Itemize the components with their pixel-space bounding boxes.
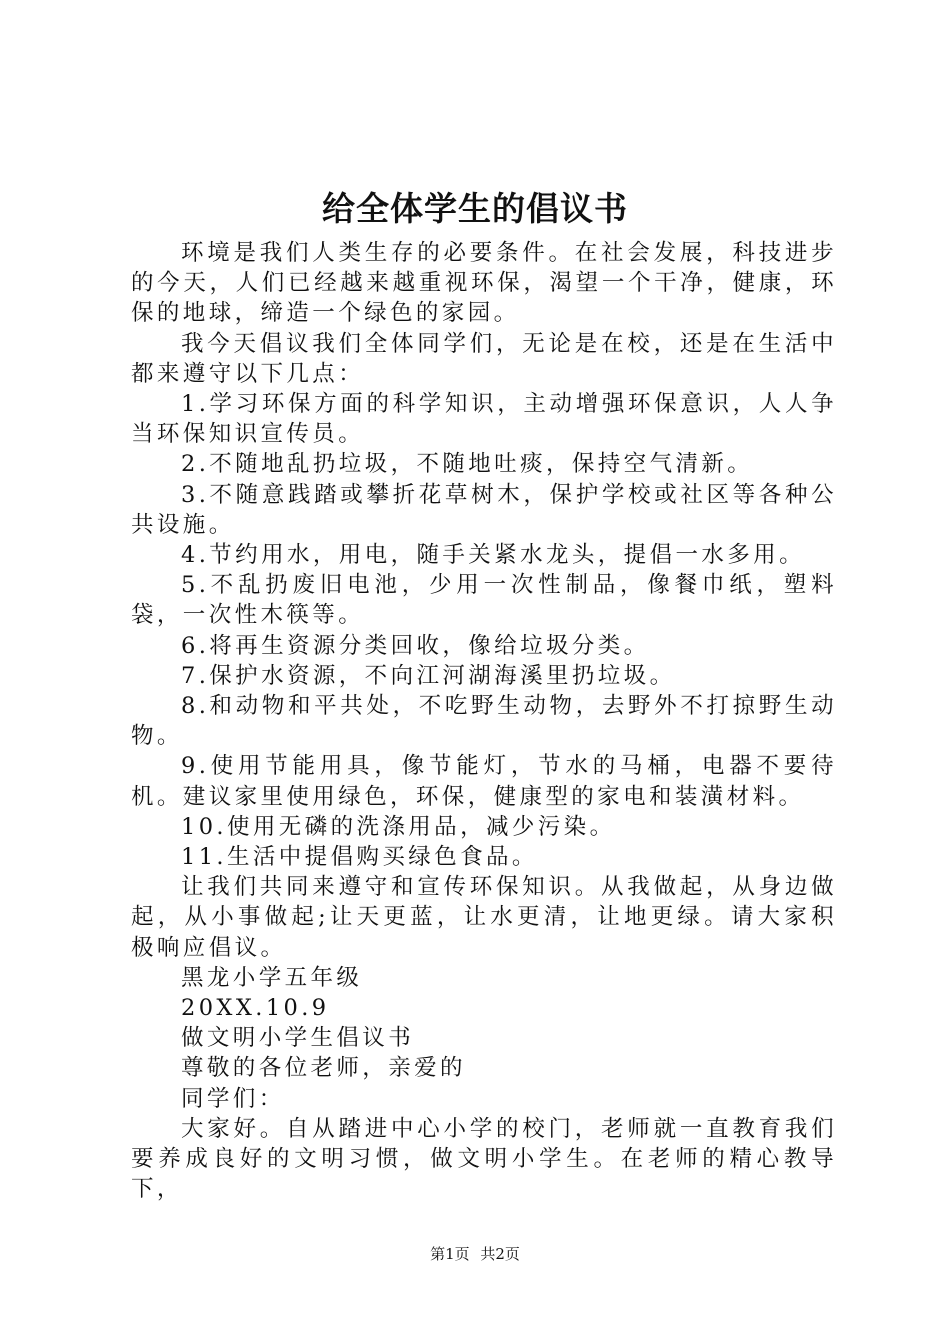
list-item: 5.不乱扔废旧电池，少用一次性制品，像餐巾纸，塑料袋，一次性木筷等。 — [131, 572, 837, 629]
list-item: 7.保护水资源，不向江河湖海溪里扔垃圾。 — [181, 662, 676, 689]
signature-line: 黑龙小学五年级 — [181, 964, 363, 991]
list-item: 9.使用节能用具，像节能灯，节水的马桶，电器不要待机。建议家里使用绿色，环保，健康型的家电和装潢材料。 — [131, 753, 837, 810]
list-item: 11.生活中提倡购买绿色食品。 — [181, 844, 538, 871]
page-number: 第1页 — [430, 1245, 470, 1263]
paragraph: 让我们共同来遵守和宣传环保知识。从我做起，从身边做起，从小事做起;让天更蓝，让水更清，让地更绿。请大家积极响应倡议。 — [131, 874, 837, 961]
paragraph: 大家好。自从踏进中心小学的校门，老师就一直教育我们要养成良好的文明习惯，做文明小学生。在老师的精心教导下， — [131, 1115, 837, 1203]
document-body — [131, 238, 837, 1205]
list-item: 10.使用无磷的洗涤用品，减少污染。 — [181, 813, 616, 840]
page-footer — [0, 1244, 950, 1264]
section-heading: 做文明小学生倡议书 — [181, 1025, 415, 1052]
list-item: 3.不随意践踏或攀折花草树木，保护学校或社区等各种公共设施。 — [131, 481, 837, 538]
date-line: 20XX.10.9 — [181, 995, 330, 1022]
list-item: 6.将再生资源分类回收，像给垃圾分类。 — [181, 632, 650, 659]
list-item: 2.不随地乱扔垃圾，不随地吐痰，保持空气清新。 — [181, 451, 754, 478]
paragraph: 环境是我们人类生存的必要条件。在社会发展，科技进步的今天，人们已经越来越重视环保，渴望一个干净，健康，环保的地球，缔造一个绿色的家园。 — [131, 240, 837, 327]
document-title: 给全体学生的倡议书 — [322, 189, 628, 228]
list-item: 4.节约用水，用电，随手关紧水龙头，提倡一水多用。 — [181, 542, 805, 569]
page-total: 共2页 — [480, 1245, 520, 1263]
list-item: 1.学习环保方面的科学知识，主动增强环保意识，人人争当环保知识宣传员。 — [131, 391, 837, 448]
paragraph: 我今天倡议我们全体同学们，无论是在校，还是在生活中都来遵守以下几点： — [131, 330, 837, 387]
salutation: 尊敬的各位老师，亲爱的 — [181, 1055, 466, 1082]
salutation: 同学们： — [181, 1085, 285, 1112]
list-item: 8.和动物和平共处，不吃野生动物，去野外不打掠野生动物。 — [131, 693, 837, 750]
